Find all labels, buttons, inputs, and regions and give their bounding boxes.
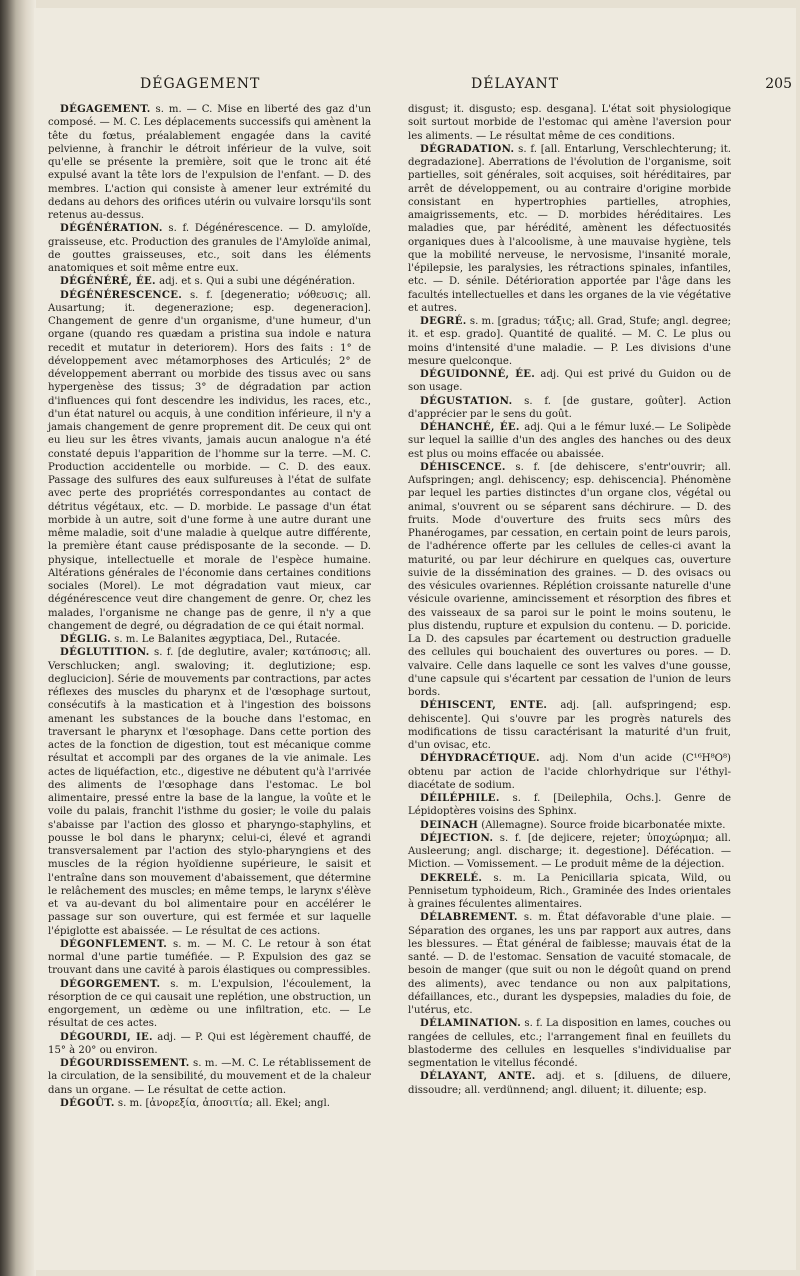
entry-definition: s. m. État défavorable d'une plaie. — Séparation des organes, les uns par rapport aux autres, dans les blessures. — État général de faiblesse; mauvais état de la santé. — D. de l'estomac. Sensation de vacuité stomacale, de besoin de manger (que suit ou non le dégoût quand on prend des aliments), avec tendance ou non aux palpitations, défaillances, etc., durant les dyspepsies, maladies du foie, de l'utérus, etc. — [408, 912, 731, 1016]
dictionary-entry — [48, 222, 371, 275]
entry-definition: s. f. Dégénérescence. — D. amyloïde, graisseuse, etc. Production des granules de l'Amyloïde animal, de gouttes graisseuses, etc., soit dans les éléments anatomiques et soit même entre eux. — [48, 223, 371, 274]
entry-headword: DÉILÉPHILE. — [420, 792, 500, 804]
dictionary-entry — [48, 938, 371, 978]
dictionary-entry — [408, 1070, 731, 1097]
dictionary-entry — [48, 1057, 371, 1097]
entry-headword: DÉGOÛT. — [60, 1096, 115, 1109]
entry-definition: s. m. —M. C. Le rétablissement de la circulation, de la sensibilité, du mouvement et de la chaleur dans un organe. — Le résultat de cette action. — [48, 1058, 371, 1096]
entry-headword: DÉLAYANT, ANTE. — [420, 1070, 536, 1083]
dictionary-entry — [408, 368, 731, 395]
entry-definition: adj. Nom d'un acide (C¹⁶H⁸O⁸) obtenu par action de l'acide chlorhydrique sur l'éthyl-diacétate de sodium. — [408, 753, 731, 791]
entry-definition: disgust; it. disgusto; esp. desgana]. L'état soit physiologique soit surtout morbide de l'estomac qui amène l'aversion pour les aliments. — Le résultat même de ces conditions. — [408, 104, 731, 142]
entry-headword: DÉHISCENT, ENTE. — [420, 699, 548, 712]
dictionary-entry — [48, 646, 371, 938]
entry-definition: (Allemagne). Source froide bicarbonatée mixte. — [478, 819, 726, 831]
entry-headword: DÉGLIG. — [60, 633, 111, 645]
entry-headword: DÉGÉNÉRESCENCE. — [60, 288, 183, 301]
entry-headword: DÉLAMINATION. — [420, 1017, 522, 1030]
entry-definition: adj. Qui est privé du Guidon ou de son usage. — [408, 369, 731, 394]
header-right-guide-word: DÉLAYANT — [471, 76, 560, 92]
entry-headword: DÉGAGEMENT. — [60, 103, 151, 115]
entry-definition: adj. et s. Qui a subi une dégénération. — [155, 276, 356, 288]
entry-headword: DÉGRADATION. — [420, 142, 515, 155]
dictionary-entry — [408, 461, 731, 700]
entry-definition: s. m. [gradus; τάξις; all. Grad, Stufe; angl. degree; it. et esp. grado]. Quantité de qualité. — M. C. Le plus ou moins d'intensité d'une maladie. — P. Les divisions d'une mesure quelconque. — [408, 316, 731, 367]
entry-definition: s. f. [de dehiscere, s'entr'ouvrir; all. Aufspringen; angl. dehiscency; esp. dehiscencia]. Phénomène par lequel les parties distinctes d'un organe clos, végétal ou animal, s'ouvrent ou se séparent sans déchirure. — D. des fruits. Mode d'ouverture des fruits secs mûrs des Phanérogames, par cessation, en certain point de leurs parois, de l'adhérence offerte par les cellules de celles-ci avant la maturité, ou par leur déchirure en quelques cas, ouverture suivie de la dissémination des graines. — D. des ovisacs ou des vésicules ovariennes. Réplétion croissante naturelle d'une vésicule ovarienne, amincissement et résorption des fibres et des vaisseaux de sa paroi sur le point le moins soutenu, le plus distendu, rupture et expulsion du contenu. — D. poricide. La D. des capsules par écartement ou destruction graduelle des cellules qui bouchaient des ouvertures ou pores. — D. valvaire. Celle dans laquelle ce sont les valves d'une gousse, d'une capsule qui s'écartent par cessation de l'union de leurs bords. — [408, 461, 731, 698]
entry-definition: adj. Qui a le fémur luxé.— Le Solipède sur lequel la saillie d'un des angles des hanches ou des deux est plus ou moins effacée ou abaissée. — [408, 422, 731, 460]
entry-definition: s. m. — C. Mise en liberté des gaz d'un composé. — M. C. Les déplacements successifs qui amènent la tête du fœtus, préalablement engagée dans la cavité pelvienne, à franchir le détroit inférieur de la vulve, soit qu'elle se présente la première, soit que le tronc ait été expulsé avant la tête lors de l'expulsion de l'enfant. — D. des membres. L'action qui consiste à amener leur extrémité du dedans au dehors des orifices utérin ou vulvaire lorsqu'ils sont retenus au-dessus. — [48, 104, 371, 221]
dictionary-entry — [408, 395, 731, 422]
dictionary-entry — [48, 633, 371, 646]
entry-definition: s. m. L'expulsion, l'écoulement, la résorption de ce qui causait une replétion, une obstruction, un engorgement, un œdème ou une infiltration, etc. — Le résultat de ces actes. — [48, 978, 371, 1030]
entry-definition: s. f. [all. Entarlung, Verschlechterung; it. degradazione]. Aberrations de l'évolution de l'organisme, soit partielles, soit générales, soit acquises, soit héréditaires, par arrêt de développement, ou au contraire d'origine morbide consistant en hypertrophies partielles, atrophies, amaigrissements, etc. — D. morbides héréditaires. Les maladies que, par hérédité, amènent les défectuosités organiques dues à l'alcoolisme, à une mauvaise hygiène, tels que la mobilité nerveuse, le nervosisme, l'insanité morale, l'épilepsie, les paralysies, les rétractions spinales, infantiles, etc. — D. sénile. Détérioration apportée par l'âge dans les facultés intellectuelles et dans les organes de la vie végétative et autres. — [408, 143, 731, 314]
dictionary-entry — [48, 1097, 371, 1110]
entry-definition: adj. — P. Qui est légèrement chauffé, de 15° à 20° ou environ. — [48, 1031, 371, 1056]
entry-headword: DÉHYDRACÉTIQUE. — [420, 752, 540, 765]
dictionary-entry — [408, 421, 731, 461]
dictionary-entry — [48, 103, 371, 222]
left-column — [48, 103, 371, 1110]
dictionary-entry — [408, 315, 731, 368]
right-column — [408, 103, 731, 1097]
binding-shadow — [0, 0, 36, 1276]
dictionary-entry — [408, 1017, 731, 1070]
entry-headword: DÉHISCENCE. — [420, 460, 506, 473]
running-header — [66, 76, 792, 98]
dictionary-entry — [408, 872, 731, 912]
dictionary-entry — [408, 103, 731, 143]
entry-headword: DÉGONFLEMENT. — [60, 937, 168, 950]
dictionary-entry — [408, 143, 731, 315]
entry-headword: DEGRÉ. — [420, 315, 467, 327]
entry-headword: DÉGÉNÉRÉ, ÉE. — [60, 275, 156, 288]
dictionary-entry — [408, 832, 731, 872]
entry-definition: s. f. [de dejicere, rejeter; ὑποχώρημα; all. Ausleerung; angl. discharge; it. degestione]. Défécation. — Miction. — Vomissement. — Le produit même de la déjection. — [408, 832, 731, 871]
dictionary-entry — [408, 819, 731, 832]
entry-headword: DÉHANCHÉ, ÉE. — [420, 421, 520, 433]
entry-definition: s. f. [de deglutire, avaler; κατάποσις; all. Verschlucken; angl. swaloving; it. deglutizione; esp. deglucicion]. Série de mouvements par contractions, par actes réflexes des muscles du pharynx et de l'œsophage surtout, consécutifs à la mastication et à l'ingestion des boissons amenant les substances de la bouche dans l'estomac, en traversant le pharynx et l'œsophage. Dans cette portion des actes de la fonction de digestion, tout est mécanique comme résultat et accompli par des organes de la vie animale. Les actes de liquéfaction, etc., digestive ne débutent qu'à l'arrivée des aliments de l'œsophage dans l'estomac. Le bol alimentaire, pressé entre la base de la langue, la voûte et le voile du palais, franchit l'isthme du gosier; le voile du palais s'abaisse par l'action des glosso et pharyngo-staphylins, et pousse le bol dans le pharynx; celui-ci, élevé et agrandi transversalement par l'action des stylo-pharyngiens et des muscles de la région hyoïdienne supérieure, le saisit et l'entraîne dans son mouvement d'abaissement, que détermine le relâchement des muscles; en même temps, le larynx s'élève et va au-devant du bol alimentaire pour en accélérer le passage sur son ouverture, qui est fermée et sur laquelle l'épiglotte est abaissée. — Le résultat de ces actions. — [48, 647, 371, 937]
entry-headword: DÉLABREMENT. — [420, 911, 518, 924]
entry-definition: s. f. [Deilephila, Ochs.]. Genre de Lépidoptères voisins des Sphinx. — [408, 793, 731, 818]
dictionary-entry — [48, 275, 371, 288]
entry-definition: s. m. [ἀνορεξία, ἀποσιτία; all. Ekel; angl. — [114, 1097, 330, 1109]
entry-headword: DÉGUIDONNÉ, ÉE. — [420, 368, 536, 380]
dictionary-entry — [48, 289, 371, 634]
dictionary-entry — [408, 752, 731, 792]
entry-definition: s. m. La Penicillaria spicata, Wild, ou Pennisetum typhoideum, Rich., Graminée des Indes orientales à graines féculentes alimentaires. — [408, 872, 731, 910]
entry-headword: DÉGOURDISSEMENT. — [60, 1057, 190, 1069]
entry-definition: s. f. [degeneratio; νόθευσις; all. Ausartung; it. degenerazione; esp. degeneracion]. Changement de genre d'un organisme, d'une humeur, d'un organe (quando res quædam a pristina sua indole e natura recedit et mutatur in deteriorem). Hors des faits : 1° de développement avec métamorphoses des Articulés; 2° de développement aberrant ou morbide des tissus avec ou sans hypergenèse des tissus; 3° de dégradation par action d'influences qui font descendre les individus, les races, etc., d'un état naturel ou acquis, à une condition inférieure, il n'y a jamais changement de genre proprement dit. De ceux qui ont eu lieu sur les êtres vivants, jamais aucun analogue n'a été constaté depuis l'apparition de l'homme sur la terre. —M. C. Production accidentelle ou morbide. — C. D. des eaux. Passage des sulfures des eaux sulfureuses à l'état de sulfate avec perte des propriétés correspondantes au contact de détritus végétaux, etc. — D. morbide. Le passage d'un état morbide à un autre, soit d'une forme à une autre durant une même maladie, soit d'une maladie à quelque autre différente, la première étant cause prédisposante de la seconde. — D. physique, intellectuelle et morale de l'espèce humaine. Altérations générales de l'économie dans certaines conditions sociales (Morel). Le mot dégradation vaut mieux, car dégénérescence veut dire changement de genre. Or, chez les malades, l'organisme ne change pas de genre, il n'y a que changement de degré, ou dégradation de ce qui était normal. — [48, 289, 371, 632]
dictionary-entry — [408, 699, 731, 752]
dictionary-entry — [408, 792, 731, 819]
entry-definition: s. m. — M. C. Le retour à son état normal d'une partie tuméfiée. — P. Expulsion des gaz se trouvant dans une cavité à parois élastiques ou compressibles. — [48, 938, 371, 977]
entry-headword: DÉGUSTATION. — [420, 394, 513, 407]
entry-headword: DÉJECTION. — [420, 831, 494, 844]
page-number: 205 — [765, 76, 792, 92]
header-left-guide-word: DÉGAGEMENT — [140, 76, 261, 92]
entry-headword: DEINACH — [420, 818, 479, 831]
entry-definition: adj. et s. [diluens, de diluere, dissoudre; all. verdünnend; angl. diluent; it. diluente; esp. — [408, 1071, 732, 1096]
entry-headword: DÉGOURDI, IE. — [60, 1030, 153, 1043]
dictionary-entry — [48, 1031, 371, 1058]
entry-headword: DÉGORGEMENT. — [60, 977, 161, 990]
entry-definition: s. f. La disposition en lames, couches ou rangées de cellules, etc.; l'arrangement final en feuillets du blastoderme des cellules en lesquelles s'individualise par segmentation le vitellus fécondé. — [408, 1018, 731, 1069]
entry-headword: DEKRELÉ. — [420, 871, 483, 884]
entry-definition: adj. [all. aufspringend; esp. dehiscente]. Qui s'ouvre par les progrès naturels des modifications de tissu caractérisant la maturité d'un fruit, d'un ovisac, etc. — [408, 700, 731, 751]
dictionary-entry — [408, 911, 731, 1017]
dictionary-entry — [48, 978, 371, 1031]
entry-definition: s. m. Le Balanites ægyptiaca, Del., Rutacée. — [110, 634, 341, 645]
entry-headword: DÉGÉNÉRATION. — [60, 222, 163, 235]
entry-definition: s. f. [de gustare, goûter]. Action d'apprécier par le sens du goût. — [408, 395, 731, 420]
entry-headword: DÉGLUTITION. — [60, 646, 150, 659]
